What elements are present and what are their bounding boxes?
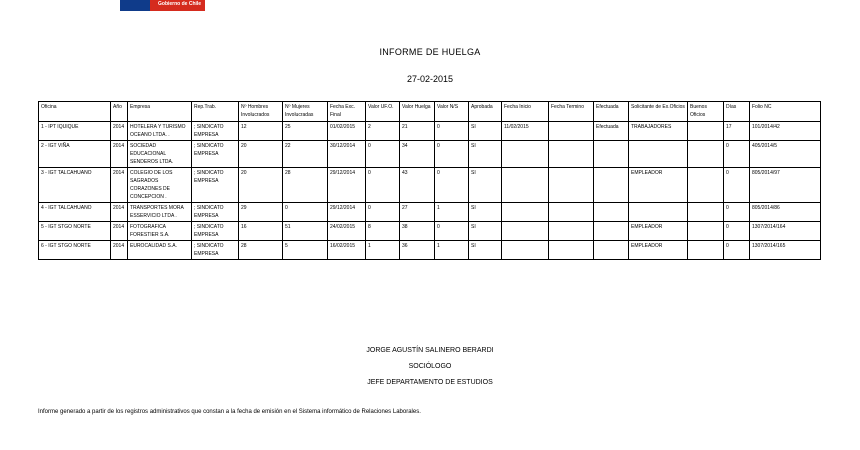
table-cell — [688, 168, 724, 203]
table-cell: 8 — [366, 222, 400, 241]
table-cell: 0 — [724, 222, 750, 241]
table-cell — [549, 203, 594, 222]
table-cell: Efectuada — [594, 122, 629, 141]
table-cell: 17 — [724, 122, 750, 141]
table-cell: 405/2014/5 — [750, 141, 821, 168]
table-cell — [629, 203, 688, 222]
table-cell: HOTELERA Y TURISMO OCEANO LTDA. . — [128, 122, 192, 141]
table-cell: 101/2014/42 — [750, 122, 821, 141]
table-cell: 12 — [239, 122, 283, 141]
column-header: Empresa — [128, 102, 192, 122]
table-cell — [549, 222, 594, 241]
table-cell — [549, 241, 594, 260]
column-header: Folio NC — [750, 102, 821, 122]
table-row — [39, 168, 821, 203]
table-cell — [688, 222, 724, 241]
table-cell: 2014 — [111, 122, 128, 141]
column-header: Nº Mujeres Involucradas — [283, 102, 328, 122]
logo-text: Gobierno de Chile — [158, 1, 202, 7]
table-cell — [549, 141, 594, 168]
table-cell: TRABAJADORES — [629, 122, 688, 141]
table-cell: 2014 — [111, 141, 128, 168]
table-cell — [688, 241, 724, 260]
table-cell: 28 — [239, 241, 283, 260]
table-cell: 0 — [366, 203, 400, 222]
table-cell: EMPLEADOR — [629, 168, 688, 203]
table-cell — [594, 222, 629, 241]
table-cell: EMPLEADOR — [629, 222, 688, 241]
table-cell: 29/12/2014 — [328, 203, 366, 222]
column-header: Año — [111, 102, 128, 122]
table-cell — [594, 168, 629, 203]
table-cell: 0 — [724, 241, 750, 260]
column-header: Valor UF.O. — [366, 102, 400, 122]
table-cell: 0 — [366, 141, 400, 168]
table-cell: 1 — [435, 241, 469, 260]
gobierno-logo — [120, 0, 205, 17]
table-cell: 0 — [435, 141, 469, 168]
column-header: Días — [724, 102, 750, 122]
column-header: Buenos Oficios — [688, 102, 724, 122]
table-cell: 0 — [283, 203, 328, 222]
table-row — [39, 203, 821, 222]
column-header: Efectuada — [594, 102, 629, 122]
table-cell: 0 — [435, 168, 469, 203]
table-cell: 0 — [366, 168, 400, 203]
table-cell: 5 - IGT STGO NORTE — [39, 222, 111, 241]
table-cell: 2 — [366, 122, 400, 141]
table-cell: 29 — [239, 203, 283, 222]
signature-block — [0, 343, 860, 391]
table-cell: 2014 — [111, 203, 128, 222]
table-cell: TRANSPORTES MORA ESSERVICIO LTDA . — [128, 203, 192, 222]
table-cell: 2014 — [111, 168, 128, 203]
table-cell: ; SINDICATO EMPRESA — [192, 203, 239, 222]
table-cell: 0 — [724, 203, 750, 222]
table-header-row — [39, 102, 821, 122]
strike-table — [38, 101, 821, 260]
footer-note: Informe generado a partir de los registros administrativos que constan a la fecha de emisión en el Sistema informático de Relaciones Laborales. — [38, 409, 421, 415]
table-cell: 43 — [400, 168, 435, 203]
table-cell: EUROCALIDAD S.A. — [128, 241, 192, 260]
table-body — [39, 122, 821, 260]
table-cell — [629, 141, 688, 168]
table-cell: 2014 — [111, 222, 128, 241]
column-header: Fecha Inicio — [502, 102, 549, 122]
table-cell — [688, 203, 724, 222]
table-cell — [594, 241, 629, 260]
table-row — [39, 122, 821, 141]
table-cell: COLEGIO DE LOS SAGRADOS CORAZONES DE CONCEPCION . — [128, 168, 192, 203]
table-cell: 1 — [435, 203, 469, 222]
table-row — [39, 141, 821, 168]
table-cell: 0 — [435, 122, 469, 141]
signature-role: SOCIÓLOGO — [408, 363, 452, 370]
table-cell — [688, 122, 724, 141]
report-title: INFORME DE HUELGA — [379, 47, 481, 57]
table-cell: SI — [469, 222, 502, 241]
table-cell: SI — [469, 168, 502, 203]
table-cell: 0 — [724, 141, 750, 168]
table-cell: 11/02/2015 — [502, 122, 549, 141]
table-cell: ; SINDICATO EMPRESA — [192, 141, 239, 168]
column-header: Solicitante de Ex.Oficios — [629, 102, 688, 122]
table-cell: 24/02/2015 — [328, 222, 366, 241]
table-cell: 29/12/2014 — [328, 168, 366, 203]
table-cell: SI — [469, 203, 502, 222]
table-cell: 1 - IPT IQUIQUE — [39, 122, 111, 141]
table-cell: 21 — [400, 122, 435, 141]
signature-position: JEFE DEPARTAMENTO DE ESTUDIOS — [367, 379, 493, 386]
table-cell: 20 — [239, 141, 283, 168]
table-cell: 2 - IGT VIÑA — [39, 141, 111, 168]
table-cell: SI — [469, 122, 502, 141]
table-cell: 27 — [400, 203, 435, 222]
table-cell — [502, 203, 549, 222]
table-cell: 805/2014/97 — [750, 168, 821, 203]
table-cell: 01/02/2015 — [328, 122, 366, 141]
column-header: Fecha Exc. Final — [328, 102, 366, 122]
table-cell: SOCIEDAD EDUCACIONAL SENDEROS LTDA. — [128, 141, 192, 168]
table-cell — [502, 168, 549, 203]
table-cell — [549, 168, 594, 203]
table-cell: 20 — [239, 168, 283, 203]
column-header: Fecha Termino — [549, 102, 594, 122]
table-cell: 38 — [400, 222, 435, 241]
signature-name: JORGE AGUSTÍN SALINERO BERARDI — [366, 347, 494, 354]
table-cell — [502, 141, 549, 168]
table-cell: 5 — [283, 241, 328, 260]
table-cell: FOTOGRAFICA FORESTIER S.A. — [128, 222, 192, 241]
column-header: Valor Huelga — [400, 102, 435, 122]
table-cell: ; SINDICATO EMPRESA — [192, 241, 239, 260]
report-date: 27-02-2015 — [406, 74, 454, 84]
column-header: Rep.Trab. — [192, 102, 239, 122]
table-cell: 28 — [283, 168, 328, 203]
table-cell: 16 — [239, 222, 283, 241]
table-cell: SI — [469, 141, 502, 168]
table-cell: 805/2014/86 — [750, 203, 821, 222]
table-cell: ; SINDICATO EMPRESA — [192, 222, 239, 241]
table-cell — [502, 241, 549, 260]
table-cell: 34 — [400, 141, 435, 168]
table-cell: 25 — [283, 122, 328, 141]
table-cell: 3 - IGT TALCAHUANO — [39, 168, 111, 203]
table-cell: EMPLEADOR — [629, 241, 688, 260]
table-cell: 6 - IGT STGO NORTE — [39, 241, 111, 260]
table-cell: 2014 — [111, 241, 128, 260]
column-header: Valor N/S — [435, 102, 469, 122]
table-cell — [688, 141, 724, 168]
table-cell: 1307/2014/164 — [750, 222, 821, 241]
flag-blue — [120, 0, 150, 11]
table-row — [39, 241, 821, 260]
table-row — [39, 222, 821, 241]
table-cell — [594, 141, 629, 168]
table-cell: 4 - IGT TALCAHUANO — [39, 203, 111, 222]
table-cell — [594, 203, 629, 222]
table-cell: ; SINDICATO EMPRESA — [192, 168, 239, 203]
table-cell: 51 — [283, 222, 328, 241]
table-cell: 1307/2014/165 — [750, 241, 821, 260]
table-cell: 16/02/2015 — [328, 241, 366, 260]
table-cell: 0 — [724, 168, 750, 203]
table-cell: ; SINDICATO EMPRESA — [192, 122, 239, 141]
column-header: Aprobada — [469, 102, 502, 122]
column-header: Oficina — [39, 102, 111, 122]
table-cell: 22 — [283, 141, 328, 168]
table-cell: SI — [469, 241, 502, 260]
table-cell: 30/12/2014 — [328, 141, 366, 168]
table-cell: 1 — [366, 241, 400, 260]
table-cell: 36 — [400, 241, 435, 260]
column-header: Nº Hombres Involucrados — [239, 102, 283, 122]
table-cell — [549, 122, 594, 141]
table-cell — [502, 222, 549, 241]
table-cell: 0 — [435, 222, 469, 241]
